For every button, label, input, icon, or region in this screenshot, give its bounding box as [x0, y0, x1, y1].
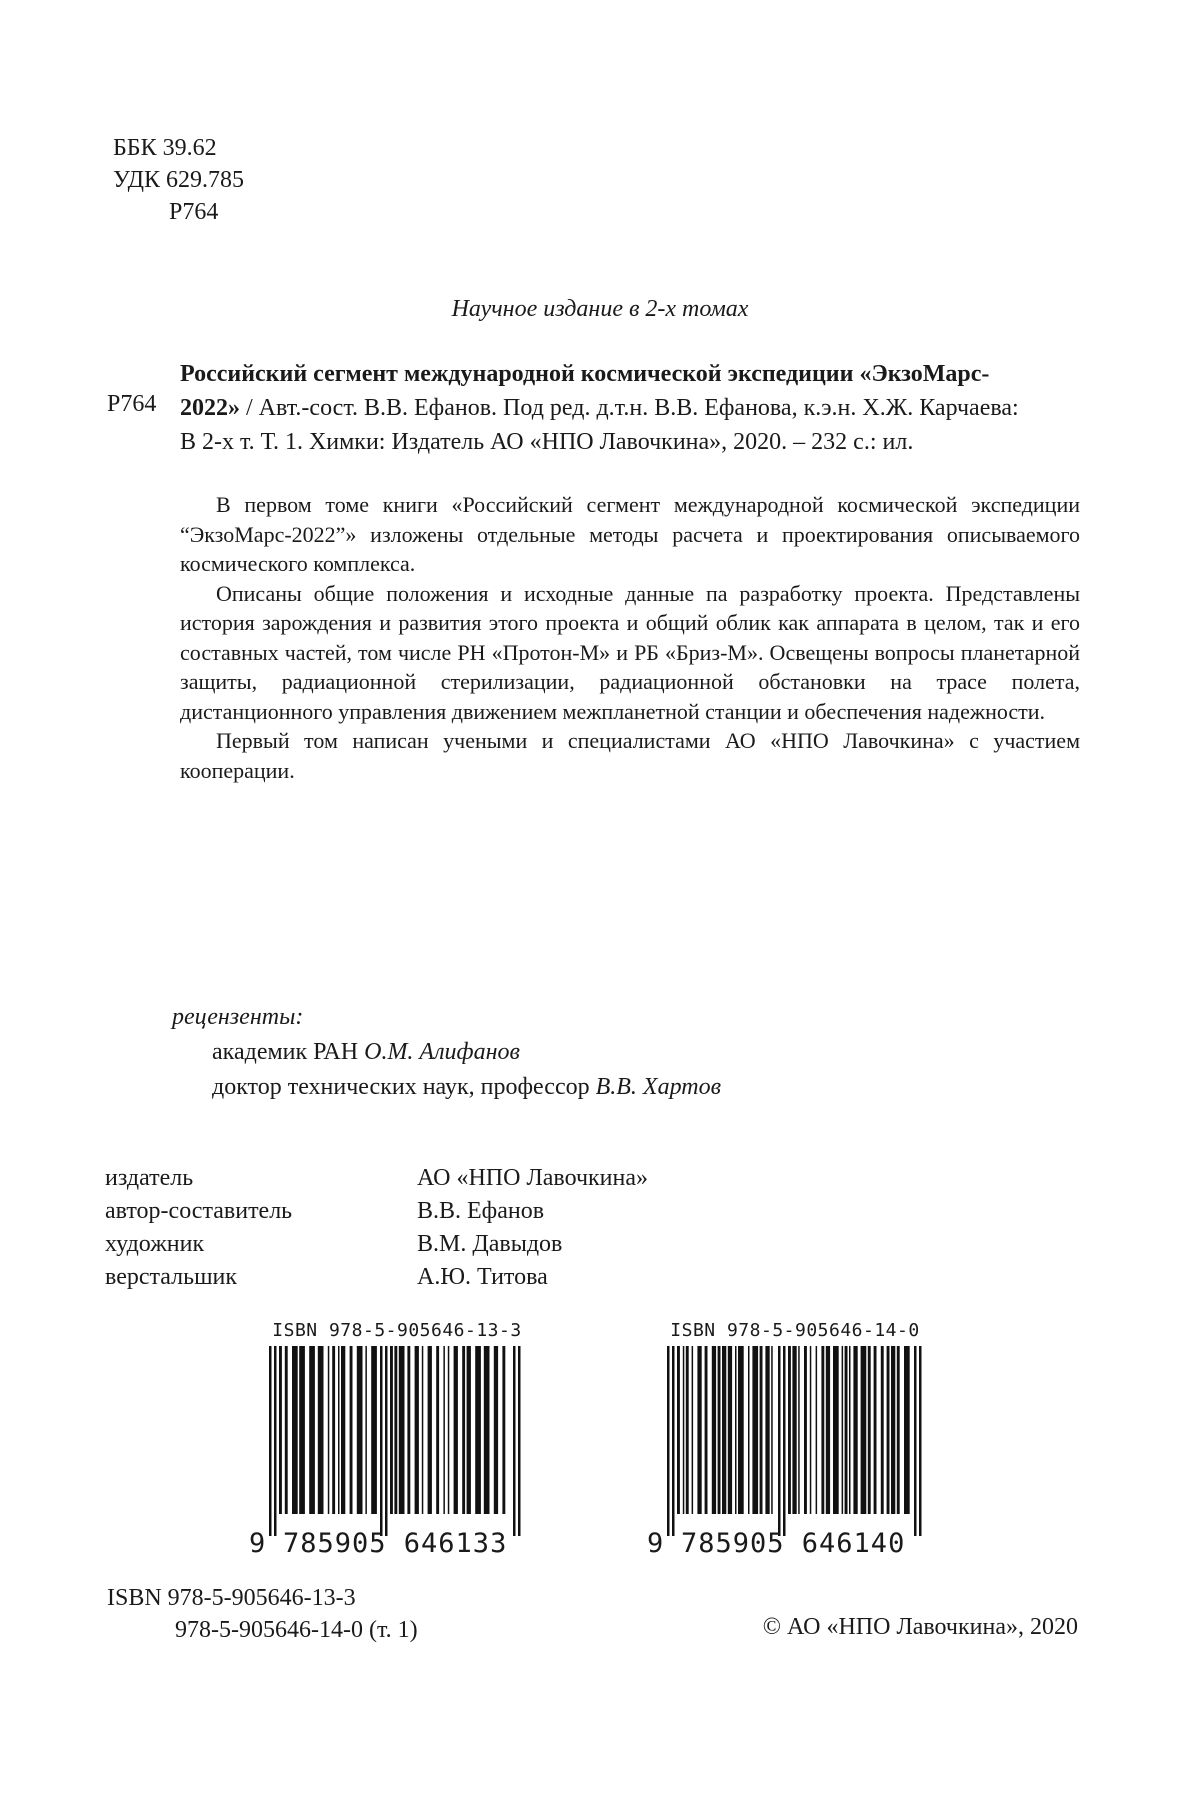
- abstract-paragraph: Первый том написан учеными и специалистами АО «НПО Лавочкина» с участием кооперации.: [180, 728, 1080, 783]
- barcode-bar: [332, 1346, 335, 1514]
- udk-code: УДК 629.785: [113, 167, 244, 193]
- barcode-bar: [309, 1346, 315, 1514]
- barcode-bar: [328, 1346, 330, 1514]
- barcode-bar: [428, 1346, 432, 1514]
- side-author-mark: Р764: [107, 391, 157, 417]
- barcode-digits: 785905 646140: [681, 1528, 906, 1559]
- barcode-bar: [269, 1346, 272, 1536]
- barcode-bar: [914, 1346, 917, 1536]
- barcode-bar: [752, 1346, 758, 1514]
- barcode-volume-1: [645, 1320, 945, 1559]
- isbn-volume: 978-5-905646-14-0 (т. 1): [175, 1617, 418, 1643]
- reviewer-name: О.М. Алифанов: [364, 1039, 520, 1065]
- barcode-bar: [783, 1346, 786, 1536]
- barcode-digit-first: 9: [647, 1528, 664, 1559]
- barcode-bar: [738, 1346, 744, 1514]
- abstract-paragraph: Описаны общие положения и исходные данные па разработку проекта. Представлены история зарождения и развития этого проекта и общий облик как аппарата в целом, так и его составных частей, том числе РН «Протон-М» и РБ «Бриз-М». Освещены вопросы планетарной защиты, радиационной стерилизации, радиационной обстановки на трасе полета, дистанционного управления движением межпланетной станции и обеспечения надежности.: [180, 580, 1080, 724]
- barcode-bar: [467, 1346, 471, 1514]
- classification-block: [113, 132, 244, 228]
- barcode-bar: [842, 1346, 844, 1514]
- credit-role: верстальшик: [105, 1264, 238, 1290]
- credit-row: [105, 1261, 648, 1294]
- barcode-bar: [677, 1346, 680, 1514]
- barcode-bar: [881, 1346, 884, 1514]
- barcode-bars: [247, 1346, 547, 1536]
- barcode-bar: [502, 1346, 505, 1514]
- reviewer-title: доктор технических наук, профессор: [212, 1074, 596, 1100]
- barcode-bar: [904, 1346, 910, 1514]
- credit-name: А.Ю. Титова: [417, 1264, 548, 1290]
- barcode-bar: [394, 1346, 397, 1514]
- barcode-bar: [683, 1346, 685, 1514]
- barcode-bar: [299, 1346, 305, 1514]
- barcode-bar: [718, 1346, 721, 1514]
- barcode-bars: [645, 1346, 945, 1536]
- publication-details: В 2-х т. Т. 1. Химки: Издатель АО «НПО Лавочкина», 2020. – 232 с.: ил.: [180, 429, 914, 455]
- barcode-bar: [350, 1346, 353, 1514]
- barcode-bar: [285, 1346, 288, 1514]
- barcode-bar: [821, 1346, 824, 1514]
- abstract: [180, 490, 1080, 785]
- barcode-bar: [788, 1346, 791, 1514]
- barcode-bar: [686, 1346, 689, 1514]
- abstract-paragraph: В первом томе книги «Российский сегмент международной космической экспедиции “ЭкзоМарс-2022”» изложены отдельные методы расчета и проектирования описываемого космического комплекса.: [180, 492, 1080, 576]
- barcode-bar: [868, 1346, 871, 1514]
- barcode-bar: [697, 1346, 701, 1514]
- barcode-bar: [274, 1346, 277, 1536]
- bibliographic-details: / Авт.-сост. В.В. Ефанов. Под ред. д.т.н. В.В. Ефанова, к.э.н. Х.Ж. Карчаева:: [240, 395, 1019, 421]
- barcode-bar: [765, 1346, 769, 1514]
- barcode-bar: [279, 1346, 282, 1514]
- reviewer: [172, 1070, 721, 1105]
- barcode-bar: [798, 1346, 800, 1514]
- credits-block: [105, 1162, 648, 1294]
- reviewers-heading: рецензенты:: [172, 1004, 304, 1030]
- barcode-isbn-label: ISBN 978-5-905646-13-3: [272, 1320, 522, 1341]
- isbn-set: ISBN 978-5-905646-13-3: [107, 1585, 356, 1611]
- barcode-digits: 785905 646133: [283, 1528, 508, 1559]
- barcode-bar: [672, 1346, 675, 1536]
- edition-note: Научное издание в 2-х томах: [451, 296, 749, 322]
- barcode-bar: [712, 1346, 716, 1514]
- barcode-bar: [810, 1346, 812, 1514]
- bibliographic-record: [180, 357, 1080, 459]
- reviewer-name: В.В. Хартов: [595, 1074, 722, 1100]
- credit-name: В.В. Ефанов: [417, 1198, 545, 1224]
- barcode-bar: [849, 1346, 851, 1514]
- barcode-bar: [385, 1346, 388, 1536]
- barcode-bar: [338, 1346, 340, 1514]
- barcode-bar: [448, 1346, 450, 1514]
- barcode-bar: [804, 1346, 807, 1514]
- barcode-bar: [462, 1346, 465, 1514]
- barcode-bar: [341, 1346, 345, 1514]
- barcode-digit-first: 9: [249, 1528, 266, 1559]
- barcode-bar: [371, 1346, 377, 1514]
- barcode-bar: [399, 1346, 405, 1514]
- credit-name: АО «НПО Лавочкина»: [417, 1165, 649, 1191]
- isbn-footer: [107, 1582, 418, 1646]
- copyright: © АО «НПО Лавочкина», 2020: [762, 1614, 1078, 1640]
- barcode-bar: [436, 1346, 439, 1514]
- barcode-bar: [380, 1346, 383, 1536]
- barcode-bar: [518, 1346, 521, 1536]
- reviewer-title: академик РАН: [212, 1039, 365, 1065]
- barcode-bar: [494, 1346, 498, 1514]
- credit-name: В.М. Давыдов: [417, 1231, 563, 1257]
- barcode-bar: [292, 1346, 298, 1514]
- barcode-bar: [475, 1346, 481, 1514]
- barcode-bar: [667, 1346, 670, 1536]
- barcode-bar: [705, 1346, 708, 1514]
- barcode-bar: [365, 1346, 367, 1514]
- credit-row: [105, 1228, 648, 1261]
- credit-row: [105, 1162, 648, 1195]
- barcode-isbn-label: ISBN 978-5-905646-14-0: [670, 1320, 920, 1341]
- reviewers-block: [172, 1000, 721, 1105]
- barcode-bar: [422, 1346, 424, 1514]
- barcode-bar: [513, 1346, 516, 1536]
- barcode-bar: [897, 1346, 900, 1514]
- barcode-bar: [816, 1346, 818, 1514]
- barcode-bar: [760, 1346, 763, 1514]
- book-title-line2: 2022»: [180, 395, 240, 421]
- barcode-bar: [833, 1346, 839, 1514]
- barcode-bar: [692, 1346, 694, 1514]
- barcode-bar: [722, 1346, 726, 1514]
- barcode-bar: [454, 1346, 458, 1514]
- barcode-bar: [771, 1346, 773, 1514]
- barcode-bar: [861, 1346, 867, 1514]
- barcode-bar: [728, 1346, 732, 1514]
- barcode-bar: [845, 1346, 848, 1514]
- barcode-bar: [853, 1346, 857, 1514]
- barcode-bar: [919, 1346, 922, 1536]
- barcode-bar: [735, 1346, 737, 1514]
- barcode-bar: [318, 1346, 324, 1514]
- barcode-bar: [357, 1346, 363, 1514]
- author-mark: Р764: [169, 199, 219, 225]
- barcode-bar: [792, 1346, 796, 1514]
- credit-role: издатель: [105, 1165, 194, 1191]
- barcode-bar: [887, 1346, 890, 1514]
- barcode-bar: [891, 1346, 895, 1514]
- barcode-volume-set: [247, 1320, 547, 1559]
- barcode-bar: [415, 1346, 419, 1514]
- credit-role: художник: [105, 1231, 205, 1257]
- barcode-bar: [484, 1346, 490, 1514]
- barcode-bar: [874, 1346, 877, 1514]
- barcode-bar: [390, 1346, 393, 1514]
- barcode-bar: [443, 1346, 445, 1514]
- barcode-bar: [407, 1346, 410, 1514]
- reviewer: [172, 1035, 721, 1070]
- bbk-code: ББК 39.62: [113, 135, 217, 161]
- credit-role: автор-составитель: [105, 1198, 293, 1224]
- barcode-bar: [826, 1346, 830, 1514]
- credit-row: [105, 1195, 648, 1228]
- book-title-line1: Российский сегмент международной космической экспедиции «ЭкзоМарс-: [180, 361, 990, 387]
- barcode-bar: [778, 1346, 781, 1536]
- barcode-bar: [748, 1346, 750, 1514]
